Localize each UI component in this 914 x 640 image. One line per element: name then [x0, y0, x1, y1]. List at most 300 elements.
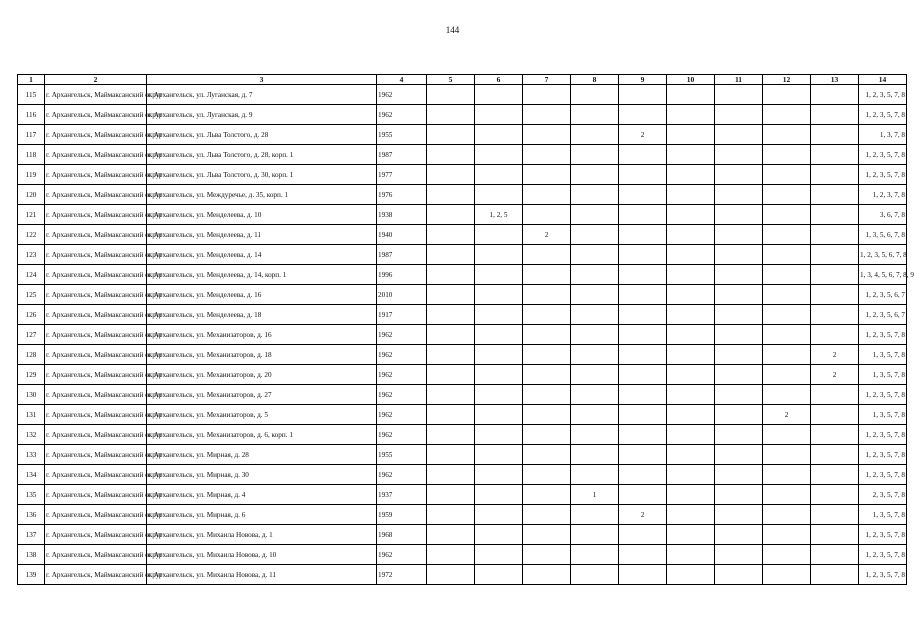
area-cell: г. Архангельск, Маймаксанский округ [45, 445, 147, 465]
col9-cell [619, 105, 667, 125]
area-cell: г. Архангельск, Маймаксанский округ [45, 345, 147, 365]
year-cell: 1959 [377, 505, 427, 525]
col12-cell [763, 105, 811, 125]
address-cell: г. Архангельск, ул. Мирная, д. 28 [147, 445, 377, 465]
col8-cell [571, 145, 619, 165]
row-number: 126 [18, 305, 45, 325]
col5-cell [427, 505, 475, 525]
area-cell: г. Архангельск, Маймаксанский округ [45, 285, 147, 305]
col11-cell [715, 545, 763, 565]
row-number: 125 [18, 285, 45, 305]
column-header-12: 12 [763, 75, 811, 85]
col8-cell [571, 105, 619, 125]
row-number: 133 [18, 445, 45, 465]
col12-cell [763, 225, 811, 245]
col11-cell [715, 505, 763, 525]
col10-cell [667, 545, 715, 565]
col13-cell [811, 305, 859, 325]
row-number: 121 [18, 205, 45, 225]
col9-cell: 2 [619, 505, 667, 525]
col11-cell [715, 425, 763, 445]
col6-cell [475, 505, 523, 525]
row-number: 115 [18, 85, 45, 105]
col7-cell [523, 85, 571, 105]
year-cell: 1955 [377, 445, 427, 465]
col7-cell [523, 185, 571, 205]
col12-cell [763, 85, 811, 105]
col7-cell [523, 205, 571, 225]
col11-cell [715, 225, 763, 245]
col10-cell [667, 485, 715, 505]
col5-cell [427, 285, 475, 305]
col7-cell [523, 425, 571, 445]
row-number: 132 [18, 425, 45, 445]
table-header [18, 75, 907, 85]
column-header-13: 13 [811, 75, 859, 85]
year-cell: 1972 [377, 565, 427, 585]
col11-cell [715, 265, 763, 285]
area-cell: г. Архангельск, Маймаксанский округ [45, 85, 147, 105]
table-row [18, 365, 907, 385]
col8-cell [571, 285, 619, 305]
area-cell: г. Архангельск, Маймаксанский округ [45, 525, 147, 545]
col5-cell [427, 265, 475, 285]
table-row [18, 445, 907, 465]
col10-cell [667, 265, 715, 285]
year-cell: 1976 [377, 185, 427, 205]
col9-cell [619, 345, 667, 365]
address-cell: г. Архангельск, ул. Механизаторов, д. 16 [147, 325, 377, 345]
row-number: 120 [18, 185, 45, 205]
address-cell: г. Архангельск, ул. Льва Толстого, д. 28, корп. 1 [147, 145, 377, 165]
col6-cell [475, 445, 523, 465]
col14-cell: 1, 2, 3, 5, 7, 8 [859, 105, 907, 125]
col11-cell [715, 385, 763, 405]
row-number: 131 [18, 405, 45, 425]
address-cell: г. Архангельск, ул. Луганская, д. 7 [147, 85, 377, 105]
col12-cell [763, 165, 811, 185]
address-cell: г. Архангельск, ул. Механизаторов, д. 6, корп. 1 [147, 425, 377, 445]
col13-cell: 2 [811, 365, 859, 385]
col11-cell [715, 405, 763, 425]
table-row [18, 505, 907, 525]
area-cell: г. Архангельск, Маймаксанский округ [45, 125, 147, 145]
col9-cell [619, 545, 667, 565]
col8-cell: 1 [571, 485, 619, 505]
col10-cell [667, 85, 715, 105]
col5-cell [427, 565, 475, 585]
col9-cell [619, 245, 667, 265]
col9-cell [619, 385, 667, 405]
year-cell: 1962 [377, 405, 427, 425]
address-cell: г. Архангельск, ул. Михаила Новова, д. 10 [147, 545, 377, 565]
col10-cell [667, 465, 715, 485]
col7-cell [523, 485, 571, 505]
col10-cell [667, 445, 715, 465]
col10-cell [667, 325, 715, 345]
address-cell: г. Архангельск, ул. Михаила Новова, д. 1 [147, 525, 377, 545]
col7-cell [523, 465, 571, 485]
col14-cell: 1, 3, 5, 7, 8 [859, 505, 907, 525]
col14-cell: 2, 3, 5, 7, 8 [859, 485, 907, 505]
col11-cell [715, 485, 763, 505]
col10-cell [667, 505, 715, 525]
table-row [18, 425, 907, 445]
col13-cell [811, 485, 859, 505]
col7-cell [523, 305, 571, 325]
table-row [18, 165, 907, 185]
table-row [18, 225, 907, 245]
col10-cell [667, 525, 715, 545]
col13-cell [811, 85, 859, 105]
table-row [18, 85, 907, 105]
col13-cell [811, 565, 859, 585]
col6-cell [475, 525, 523, 545]
col10-cell [667, 305, 715, 325]
col11-cell [715, 145, 763, 165]
col6-cell [475, 125, 523, 145]
address-cell: г. Архангельск, ул. Менделеева, д. 14 [147, 245, 377, 265]
col5-cell [427, 365, 475, 385]
col14-cell: 1, 2, 3, 5, 7, 8 [859, 525, 907, 545]
year-cell: 1917 [377, 305, 427, 325]
col9-cell [619, 525, 667, 545]
col7-cell [523, 525, 571, 545]
col12-cell [763, 305, 811, 325]
row-number: 138 [18, 545, 45, 565]
col9-cell [619, 445, 667, 465]
area-cell: г. Архангельск, Маймаксанский округ [45, 505, 147, 525]
col11-cell [715, 205, 763, 225]
area-cell: г. Архангельск, Маймаксанский округ [45, 165, 147, 185]
year-cell: 1955 [377, 125, 427, 145]
area-cell: г. Архангельск, Маймаксанский округ [45, 565, 147, 585]
col10-cell [667, 385, 715, 405]
col9-cell [619, 265, 667, 285]
col5-cell [427, 465, 475, 485]
col7-cell [523, 105, 571, 125]
address-cell: г. Архангельск, ул. Менделеева, д. 10 [147, 205, 377, 225]
col8-cell [571, 445, 619, 465]
register-table [17, 74, 914, 585]
column-header-7: 7 [523, 75, 571, 85]
col5-cell [427, 145, 475, 165]
col6-cell: 1, 2, 5 [475, 205, 523, 225]
col13-cell [811, 425, 859, 445]
header-row [18, 75, 907, 85]
column-header-10: 10 [667, 75, 715, 85]
table-row [18, 125, 907, 145]
area-cell: г. Архангельск, Маймаксанский округ [45, 485, 147, 505]
col8-cell [571, 525, 619, 545]
address-cell: г. Архангельск, ул. Менделеева, д. 11 [147, 225, 377, 245]
table-row [18, 205, 907, 225]
col11-cell [715, 245, 763, 265]
address-cell: г. Архангельск, ул. Мирная, д. 6 [147, 505, 377, 525]
col7-cell [523, 565, 571, 585]
col5-cell [427, 345, 475, 365]
col5-cell [427, 305, 475, 325]
col13-cell [811, 125, 859, 145]
col14-cell: 1, 2, 3, 5, 7, 8 [859, 145, 907, 165]
col12-cell [763, 185, 811, 205]
col6-cell [475, 165, 523, 185]
col13-cell [811, 465, 859, 485]
area-cell: г. Архангельск, Маймаксанский округ [45, 205, 147, 225]
col13-cell [811, 105, 859, 125]
col8-cell [571, 85, 619, 105]
col9-cell [619, 465, 667, 485]
col6-cell [475, 305, 523, 325]
col11-cell [715, 185, 763, 205]
col5-cell [427, 125, 475, 145]
address-cell: г. Архангельск, ул. Механизаторов, д. 18 [147, 345, 377, 365]
col13-cell [811, 265, 859, 285]
row-number: 116 [18, 105, 45, 125]
column-header-8: 8 [571, 75, 619, 85]
area-cell: г. Архангельск, Маймаксанский округ [45, 425, 147, 445]
col14-cell: 1, 2, 3, 5, 6, 7, 8 [859, 245, 907, 265]
col14-cell: 1, 3, 7, 8 [859, 125, 907, 145]
table-row [18, 105, 907, 125]
col5-cell [427, 545, 475, 565]
address-cell: г. Архангельск, ул. Менделеева, д. 18 [147, 305, 377, 325]
col5-cell [427, 445, 475, 465]
row-number: 117 [18, 125, 45, 145]
col12-cell [763, 345, 811, 365]
col12-cell [763, 425, 811, 445]
year-cell: 1977 [377, 165, 427, 185]
col10-cell [667, 125, 715, 145]
col7-cell [523, 405, 571, 425]
col9-cell [619, 85, 667, 105]
col8-cell [571, 565, 619, 585]
year-cell: 1996 [377, 265, 427, 285]
col13-cell [811, 245, 859, 265]
table-row [18, 405, 907, 425]
col14-cell: 1, 3, 4, 5, 6, 7, 8, 9 [859, 265, 907, 285]
col9-cell [619, 205, 667, 225]
col11-cell [715, 365, 763, 385]
table-row [18, 185, 907, 205]
col8-cell [571, 425, 619, 445]
col8-cell [571, 205, 619, 225]
col13-cell [811, 405, 859, 425]
row-number: 135 [18, 485, 45, 505]
col11-cell [715, 105, 763, 125]
table-row [18, 485, 907, 505]
col10-cell [667, 185, 715, 205]
address-cell: г. Архангельск, ул. Мирная, д. 4 [147, 485, 377, 505]
col9-cell [619, 225, 667, 245]
col12-cell [763, 505, 811, 525]
address-cell: г. Архангельск, ул. Луганская, д. 9 [147, 105, 377, 125]
col10-cell [667, 425, 715, 445]
col14-cell: 1, 2, 3, 5, 7, 8 [859, 445, 907, 465]
row-number: 128 [18, 345, 45, 365]
col6-cell [475, 465, 523, 485]
year-cell: 1987 [377, 245, 427, 265]
col13-cell [811, 165, 859, 185]
year-cell: 1962 [377, 425, 427, 445]
col10-cell [667, 285, 715, 305]
col6-cell [475, 225, 523, 245]
col9-cell [619, 425, 667, 445]
area-cell: г. Архангельск, Маймаксанский округ [45, 105, 147, 125]
year-cell: 1962 [377, 85, 427, 105]
col5-cell [427, 405, 475, 425]
col14-cell: 1, 2, 3, 5, 6, 7 [859, 305, 907, 325]
row-number: 118 [18, 145, 45, 165]
column-header-2: 2 [45, 75, 147, 85]
table-row [18, 385, 907, 405]
col11-cell [715, 565, 763, 585]
col9-cell [619, 365, 667, 385]
col14-cell: 1, 2, 3, 5, 7, 8 [859, 85, 907, 105]
col6-cell [475, 265, 523, 285]
year-cell: 1962 [377, 385, 427, 405]
col11-cell [715, 345, 763, 365]
col12-cell [763, 125, 811, 145]
col7-cell [523, 265, 571, 285]
row-number: 119 [18, 165, 45, 185]
area-cell: г. Архангельск, Маймаксанский округ [45, 405, 147, 425]
area-cell: г. Архангельск, Маймаксанский округ [45, 145, 147, 165]
col12-cell [763, 205, 811, 225]
col7-cell [523, 145, 571, 165]
col8-cell [571, 345, 619, 365]
row-number: 127 [18, 325, 45, 345]
area-cell: г. Архангельск, Маймаксанский округ [45, 245, 147, 265]
col7-cell: 2 [523, 225, 571, 245]
col5-cell [427, 185, 475, 205]
col5-cell [427, 525, 475, 545]
row-number: 129 [18, 365, 45, 385]
column-header-5: 5 [427, 75, 475, 85]
year-cell: 1938 [377, 205, 427, 225]
col7-cell [523, 125, 571, 145]
col8-cell [571, 405, 619, 425]
page-number: 144 [445, 25, 460, 35]
col8-cell [571, 305, 619, 325]
table-row [18, 545, 907, 565]
col12-cell [763, 365, 811, 385]
table-row [18, 345, 907, 365]
col9-cell [619, 405, 667, 425]
col13-cell [811, 445, 859, 465]
col11-cell [715, 325, 763, 345]
col7-cell [523, 385, 571, 405]
col9-cell [619, 325, 667, 345]
year-cell: 2010 [377, 285, 427, 305]
column-header-14: 14 [859, 75, 907, 85]
col8-cell [571, 465, 619, 485]
col6-cell [475, 345, 523, 365]
col14-cell: 1, 2, 3, 5, 7, 8 [859, 545, 907, 565]
col11-cell [715, 85, 763, 105]
area-cell: г. Архангельск, Маймаксанский округ [45, 385, 147, 405]
col11-cell [715, 465, 763, 485]
year-cell: 1962 [377, 105, 427, 125]
col6-cell [475, 485, 523, 505]
col13-cell [811, 545, 859, 565]
year-cell: 1962 [377, 545, 427, 565]
col5-cell [427, 485, 475, 505]
area-cell: г. Архангельск, Маймаксанский округ [45, 305, 147, 325]
col8-cell [571, 165, 619, 185]
year-cell: 1968 [377, 525, 427, 545]
col14-cell: 1, 2, 3, 5, 7, 8 [859, 165, 907, 185]
area-cell: г. Архангельск, Маймаксанский округ [45, 465, 147, 485]
col13-cell [811, 205, 859, 225]
col7-cell [523, 325, 571, 345]
col6-cell [475, 85, 523, 105]
address-cell: г. Архангельск, ул. Механизаторов, д. 20 [147, 365, 377, 385]
address-cell: г. Архангельск, ул. Менделеева, д. 14, корп. 1 [147, 265, 377, 285]
col12-cell [763, 325, 811, 345]
col14-cell: 1, 2, 3, 5, 7, 8 [859, 425, 907, 445]
col8-cell [571, 545, 619, 565]
column-header-6: 6 [475, 75, 523, 85]
col7-cell [523, 285, 571, 305]
year-cell: 1987 [377, 145, 427, 165]
address-cell: г. Архангельск, ул. Междуречье, д. 35, корп. 1 [147, 185, 377, 205]
area-cell: г. Архангельск, Маймаксанский округ [45, 185, 147, 205]
col7-cell [523, 165, 571, 185]
area-cell: г. Архангельск, Маймаксанский округ [45, 365, 147, 385]
col7-cell [523, 505, 571, 525]
row-number: 134 [18, 465, 45, 485]
col7-cell [523, 245, 571, 265]
col11-cell [715, 305, 763, 325]
col6-cell [475, 405, 523, 425]
col8-cell [571, 125, 619, 145]
col6-cell [475, 145, 523, 165]
col6-cell [475, 565, 523, 585]
col13-cell [811, 225, 859, 245]
row-number: 124 [18, 265, 45, 285]
col10-cell [667, 405, 715, 425]
area-cell: г. Архангельск, Маймаксанский округ [45, 225, 147, 245]
col5-cell [427, 225, 475, 245]
col8-cell [571, 385, 619, 405]
column-header-3: 3 [147, 75, 377, 85]
col14-cell: 1, 2, 3, 5, 7, 8 [859, 465, 907, 485]
col10-cell [667, 165, 715, 185]
address-cell: г. Архангельск, ул. Менделеева, д. 16 [147, 285, 377, 305]
column-header-9: 9 [619, 75, 667, 85]
col11-cell [715, 165, 763, 185]
col8-cell [571, 185, 619, 205]
col13-cell [811, 285, 859, 305]
table-row [18, 145, 907, 165]
year-cell: 1962 [377, 365, 427, 385]
address-cell: г. Архангельск, ул. Механизаторов, д. 27 [147, 385, 377, 405]
col12-cell [763, 485, 811, 505]
col7-cell [523, 365, 571, 385]
address-cell: г. Архангельск, ул. Льва Толстого, д. 30, корп. 1 [147, 165, 377, 185]
col8-cell [571, 505, 619, 525]
col7-cell [523, 345, 571, 365]
row-number: 136 [18, 505, 45, 525]
col10-cell [667, 105, 715, 125]
col10-cell [667, 205, 715, 225]
col10-cell [667, 565, 715, 585]
col12-cell [763, 285, 811, 305]
row-number: 137 [18, 525, 45, 545]
col5-cell [427, 325, 475, 345]
col12-cell: 2 [763, 405, 811, 425]
